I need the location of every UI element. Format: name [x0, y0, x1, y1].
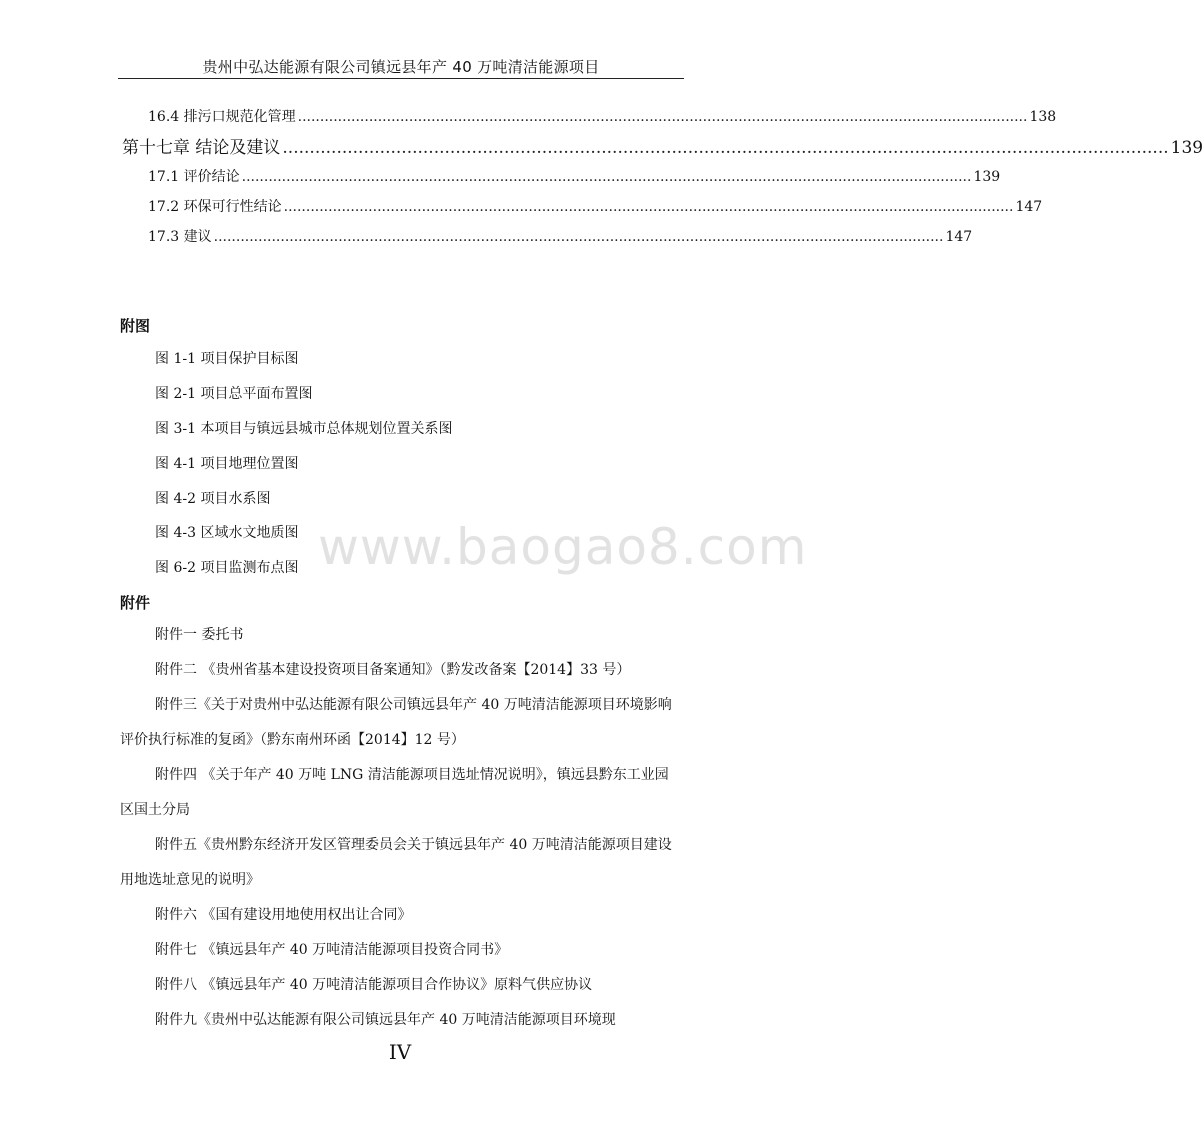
attachment-item: 附件五《贵州黔东经济开发区管理委员会关于镇远县年产 40 万吨清洁能源项目建设用地选址意见的说明》: [120, 837, 672, 888]
toc-entry-chapter-17[interactable]: [122, 133, 1203, 158]
toc-leader: ....................................................................................................................................................................: [283, 199, 1014, 215]
toc-label: 17.1 评价结论: [148, 169, 240, 185]
toc-label: 17.3 建议: [148, 229, 212, 245]
toc-page: 139: [1170, 138, 1203, 158]
toc-leader: ....................................................................................................................................................................: [282, 138, 1169, 158]
toc-label: 第十七章 结论及建议: [122, 138, 281, 158]
toc-page: 138: [1029, 109, 1057, 125]
figure-item: 图 2-1 项目总平面布置图: [155, 386, 313, 402]
toc-leader: ....................................................................................................................................................................: [297, 109, 1028, 125]
attachment-item: 附件七 《镇远县年产 40 万吨清洁能源项目投资合同书》: [155, 942, 509, 958]
attachment-item: 附件四 《关于年产 40 万吨 LNG 清洁能源项目选址情况说明》，镇远县黔东工业园区国土分局: [120, 767, 669, 818]
toc-entry-16-4[interactable]: [148, 106, 1057, 126]
page-number: IV: [388, 1040, 412, 1064]
attachments-heading: 附件: [120, 594, 151, 612]
attachment-item: 附件九《贵州中弘达能源有限公司镇远县年产 40 万吨清洁能源项目环境现: [155, 1012, 616, 1028]
header-rule: [118, 78, 684, 79]
toc-label: 17.2 环保可行性结论: [148, 199, 282, 215]
watermark: www.baogao8.com: [318, 518, 808, 576]
toc-page: 147: [945, 229, 973, 245]
figure-item: 图 3-1 本项目与镇远县城市总体规划位置关系图: [155, 421, 453, 437]
attachment-item: 附件三《关于对贵州中弘达能源有限公司镇远县年产 40 万吨清洁能源项目环境影响评价执行标准的复函》（黔东南州环函【2014】12 号）: [120, 697, 672, 748]
toc-entry-17-2[interactable]: [148, 196, 1043, 216]
attachment-item: 附件一 委托书: [155, 627, 244, 643]
figure-item: 图 4-1 项目地理位置图: [155, 456, 299, 472]
toc-leader: ....................................................................................................................................................................: [241, 169, 972, 185]
figure-item: 图 6-2 项目监测布点图: [155, 560, 299, 576]
running-header: 贵州中弘达能源有限公司镇远县年产 40 万吨清洁能源项目: [202, 58, 600, 76]
toc-entry-17-3[interactable]: [148, 226, 973, 246]
figure-item: 图 4-2 项目水系图: [155, 491, 271, 507]
attachment-item: 附件八 《镇远县年产 40 万吨清洁能源项目合作协议》原料气供应协议: [155, 977, 593, 993]
figures-heading: 附图: [120, 317, 151, 335]
toc-entry-17-1[interactable]: [148, 166, 1001, 186]
attachment-item: 附件二 《贵州省基本建设投资项目备案通知》（黔发改备案【2014】33 号）: [155, 662, 631, 678]
toc-leader: ....................................................................................................................................................................: [213, 229, 944, 245]
attachment-item: 附件六 《国有建设用地使用权出让合同》: [155, 907, 412, 923]
figure-item: 图 1-1 项目保护目标图: [155, 351, 299, 367]
toc-page: 139: [973, 169, 1001, 185]
toc-label: 16.4 排污口规范化管理: [148, 109, 296, 125]
toc-page: 147: [1015, 199, 1043, 215]
figure-item: 图 4-3 区域水文地质图: [155, 525, 299, 541]
